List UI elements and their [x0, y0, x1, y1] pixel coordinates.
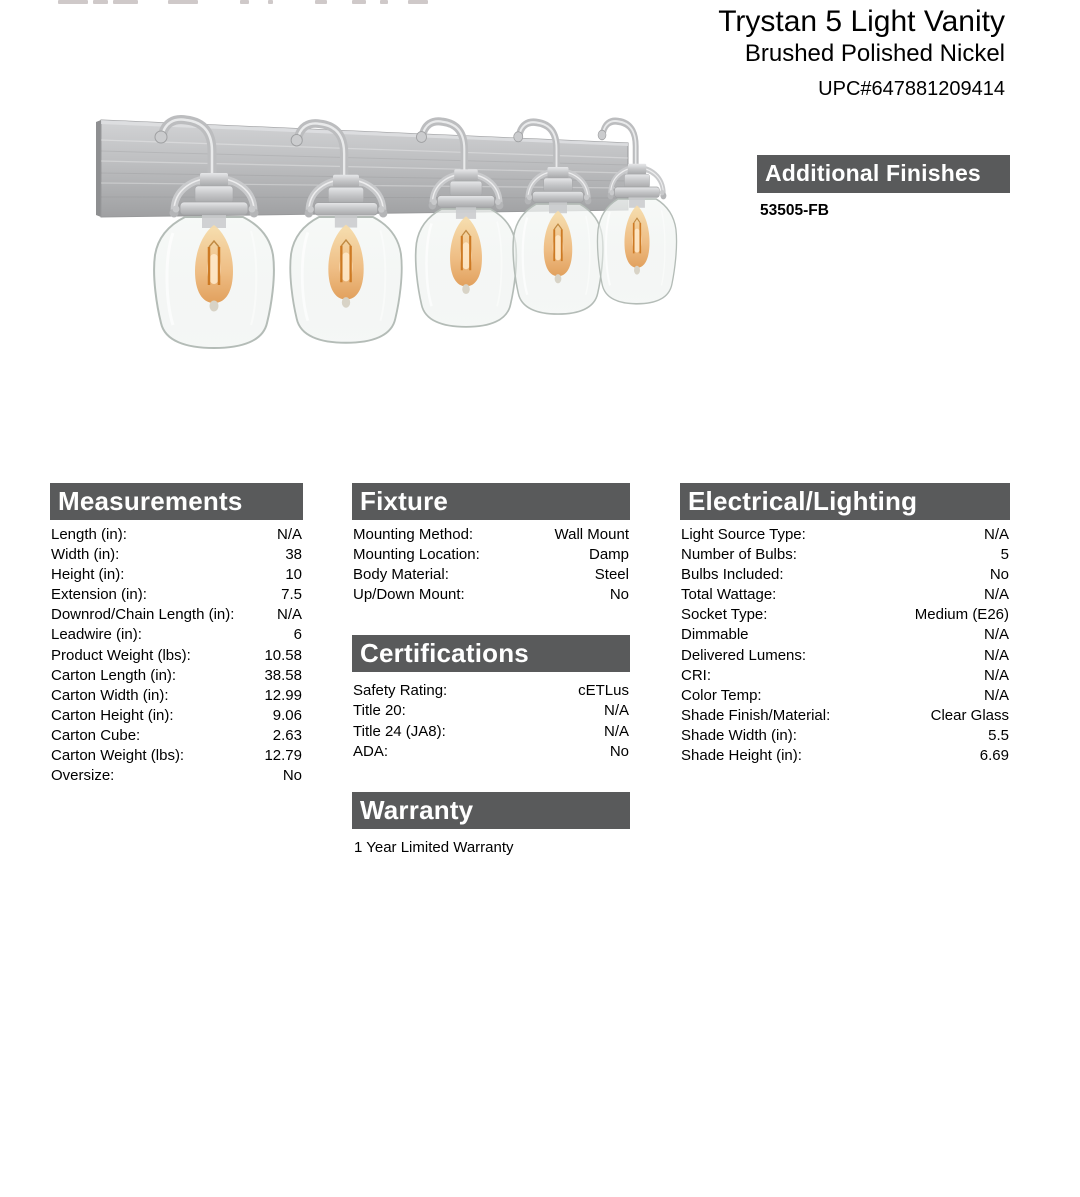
spec-label: Mounting Method: [353, 526, 474, 543]
spec-row [50, 585, 303, 605]
additional-finishes-section [757, 155, 1010, 220]
spec-label: Carton Cube: [51, 726, 141, 744]
title-block [718, 5, 1005, 101]
spec-label: Carton Length (in): [51, 666, 177, 684]
spec-value: N/A [983, 526, 1009, 543]
warranty-section [352, 792, 630, 857]
spec-value: No [609, 742, 629, 760]
spec-row [352, 742, 630, 762]
spec-row [352, 565, 630, 585]
spec-label: Shade Finish/Material: [681, 706, 831, 724]
spec-row [680, 565, 1010, 585]
spec-value: 10.58 [264, 646, 302, 664]
spec-value: 6 [293, 626, 302, 644]
spec-row [50, 746, 303, 766]
spec-value: 38 [285, 546, 302, 564]
spec-value: No [609, 586, 629, 604]
spec-value: N/A [983, 586, 1009, 604]
spec-label: Number of Bulbs: [681, 546, 797, 564]
spec-value: N/A [603, 702, 629, 720]
spec-label: Delivered Lumens: [681, 646, 807, 664]
spec-label: Safety Rating: [353, 682, 448, 700]
spec-label: Socket Type: [681, 606, 768, 624]
spec-label: Body Material: [353, 566, 449, 584]
fixture-section [352, 483, 630, 605]
spec-label: Mounting Location: [353, 546, 480, 564]
spec-value: N/A [276, 526, 302, 543]
spec-label: Carton Weight (lbs): [51, 747, 185, 765]
spec-row [680, 666, 1010, 686]
spec-row [680, 605, 1010, 625]
electrical-section [680, 483, 1010, 766]
spec-row [352, 545, 630, 565]
spec-row [680, 625, 1010, 645]
spec-row [680, 686, 1010, 706]
spec-label: Dimmable [681, 626, 749, 644]
spec-value: Steel [594, 566, 629, 584]
spec-value: 7.5 [281, 586, 302, 604]
spec-value: 5.5 [988, 726, 1009, 744]
spec-row [50, 625, 303, 645]
spec-label: Color Temp: [681, 686, 762, 704]
measurements-section [50, 483, 303, 786]
spec-label: Total Wattage: [681, 586, 777, 604]
spec-value: N/A [983, 626, 1009, 644]
spec-label: Extension (in): [51, 586, 147, 604]
fixture-header: Fixture [352, 483, 630, 520]
spec-row [50, 545, 303, 565]
spec-row [50, 565, 303, 585]
spec-label: Height (in): [51, 566, 125, 584]
spec-value: 2.63 [272, 726, 302, 744]
spec-row [50, 605, 303, 625]
spec-row [680, 545, 1010, 565]
spec-value: 6.69 [979, 747, 1009, 765]
spec-value: N/A [983, 686, 1009, 704]
spec-row [352, 525, 630, 545]
spec-label: Up/Down Mount: [353, 586, 465, 604]
spec-value: 12.99 [264, 686, 302, 704]
spec-value: 12.79 [264, 747, 302, 765]
spec-row [352, 722, 630, 742]
spec-row [50, 706, 303, 726]
spec-row [680, 525, 1010, 545]
middle-column [352, 483, 630, 857]
spec-label: Shade Height (in): [681, 747, 802, 765]
spec-label: Carton Height (in): [51, 706, 174, 724]
spec-row [352, 585, 630, 605]
spec-value: Damp [588, 546, 629, 564]
spec-row [50, 646, 303, 666]
additional-finishes-header: Additional Finishes [757, 155, 1010, 193]
spec-row [50, 686, 303, 706]
spec-value: Clear Glass [930, 706, 1009, 724]
spec-row [50, 666, 303, 686]
spec-value: 9.06 [272, 706, 302, 724]
measurements-header: Measurements [50, 483, 303, 520]
spec-value: N/A [983, 646, 1009, 664]
spec-value: No [282, 767, 302, 785]
spec-row [352, 701, 630, 721]
spec-label: Title 20: [353, 702, 406, 720]
spec-row [680, 706, 1010, 726]
spec-label: Length (in): [51, 526, 127, 543]
spec-value: cETLus [578, 682, 629, 700]
spec-label: Oversize: [51, 767, 115, 785]
spec-value: N/A [983, 666, 1009, 684]
cropped-top-text [58, 0, 478, 5]
spec-row [50, 525, 303, 545]
spec-label: CRI: [681, 666, 711, 684]
spec-row [50, 766, 303, 786]
product-image [88, 95, 708, 365]
spec-value: Medium (E26) [914, 606, 1009, 624]
spec-value: 10 [285, 566, 302, 584]
spec-label: Light Source Type: [681, 526, 806, 543]
spec-label: Width (in): [51, 546, 120, 564]
spec-value: No [989, 566, 1009, 584]
spec-label: Leadwire (in): [51, 626, 142, 644]
spec-label: Shade Width (in): [681, 726, 797, 744]
spec-row [680, 746, 1010, 766]
spec-value: 38.58 [264, 666, 302, 684]
product-finish: Brushed Polished Nickel [744, 40, 1005, 67]
product-upc: UPC#647881209414 [818, 78, 1005, 100]
spec-label: Product Weight (lbs): [51, 646, 191, 664]
spec-row [680, 726, 1010, 746]
spec-label: Downrod/Chain Length (in): [51, 606, 235, 624]
spec-label: Bulbs Included: [681, 566, 784, 584]
finish-sku: 53505-FB [760, 202, 829, 219]
spec-row [352, 681, 630, 701]
spec-value: Wall Mount [554, 526, 629, 543]
spec-value: N/A [276, 606, 302, 624]
spec-value: 5 [1000, 546, 1009, 564]
certifications-section [352, 635, 630, 761]
spec-label: Carton Width (in): [51, 686, 169, 704]
certifications-header: Certifications [352, 635, 630, 672]
warranty-header: Warranty [352, 792, 630, 829]
spec-value: N/A [603, 722, 629, 740]
spec-row [680, 585, 1010, 605]
spec-label: ADA: [353, 742, 389, 760]
electrical-header: Electrical/Lighting [680, 483, 1010, 520]
spec-row [680, 646, 1010, 666]
spec-label: Title 24 (JA8): [353, 722, 446, 740]
product-title: Trystan 5 Light Vanity [718, 5, 1005, 38]
warranty-note: 1 Year Limited Warranty [354, 838, 514, 856]
spec-row [50, 726, 303, 746]
